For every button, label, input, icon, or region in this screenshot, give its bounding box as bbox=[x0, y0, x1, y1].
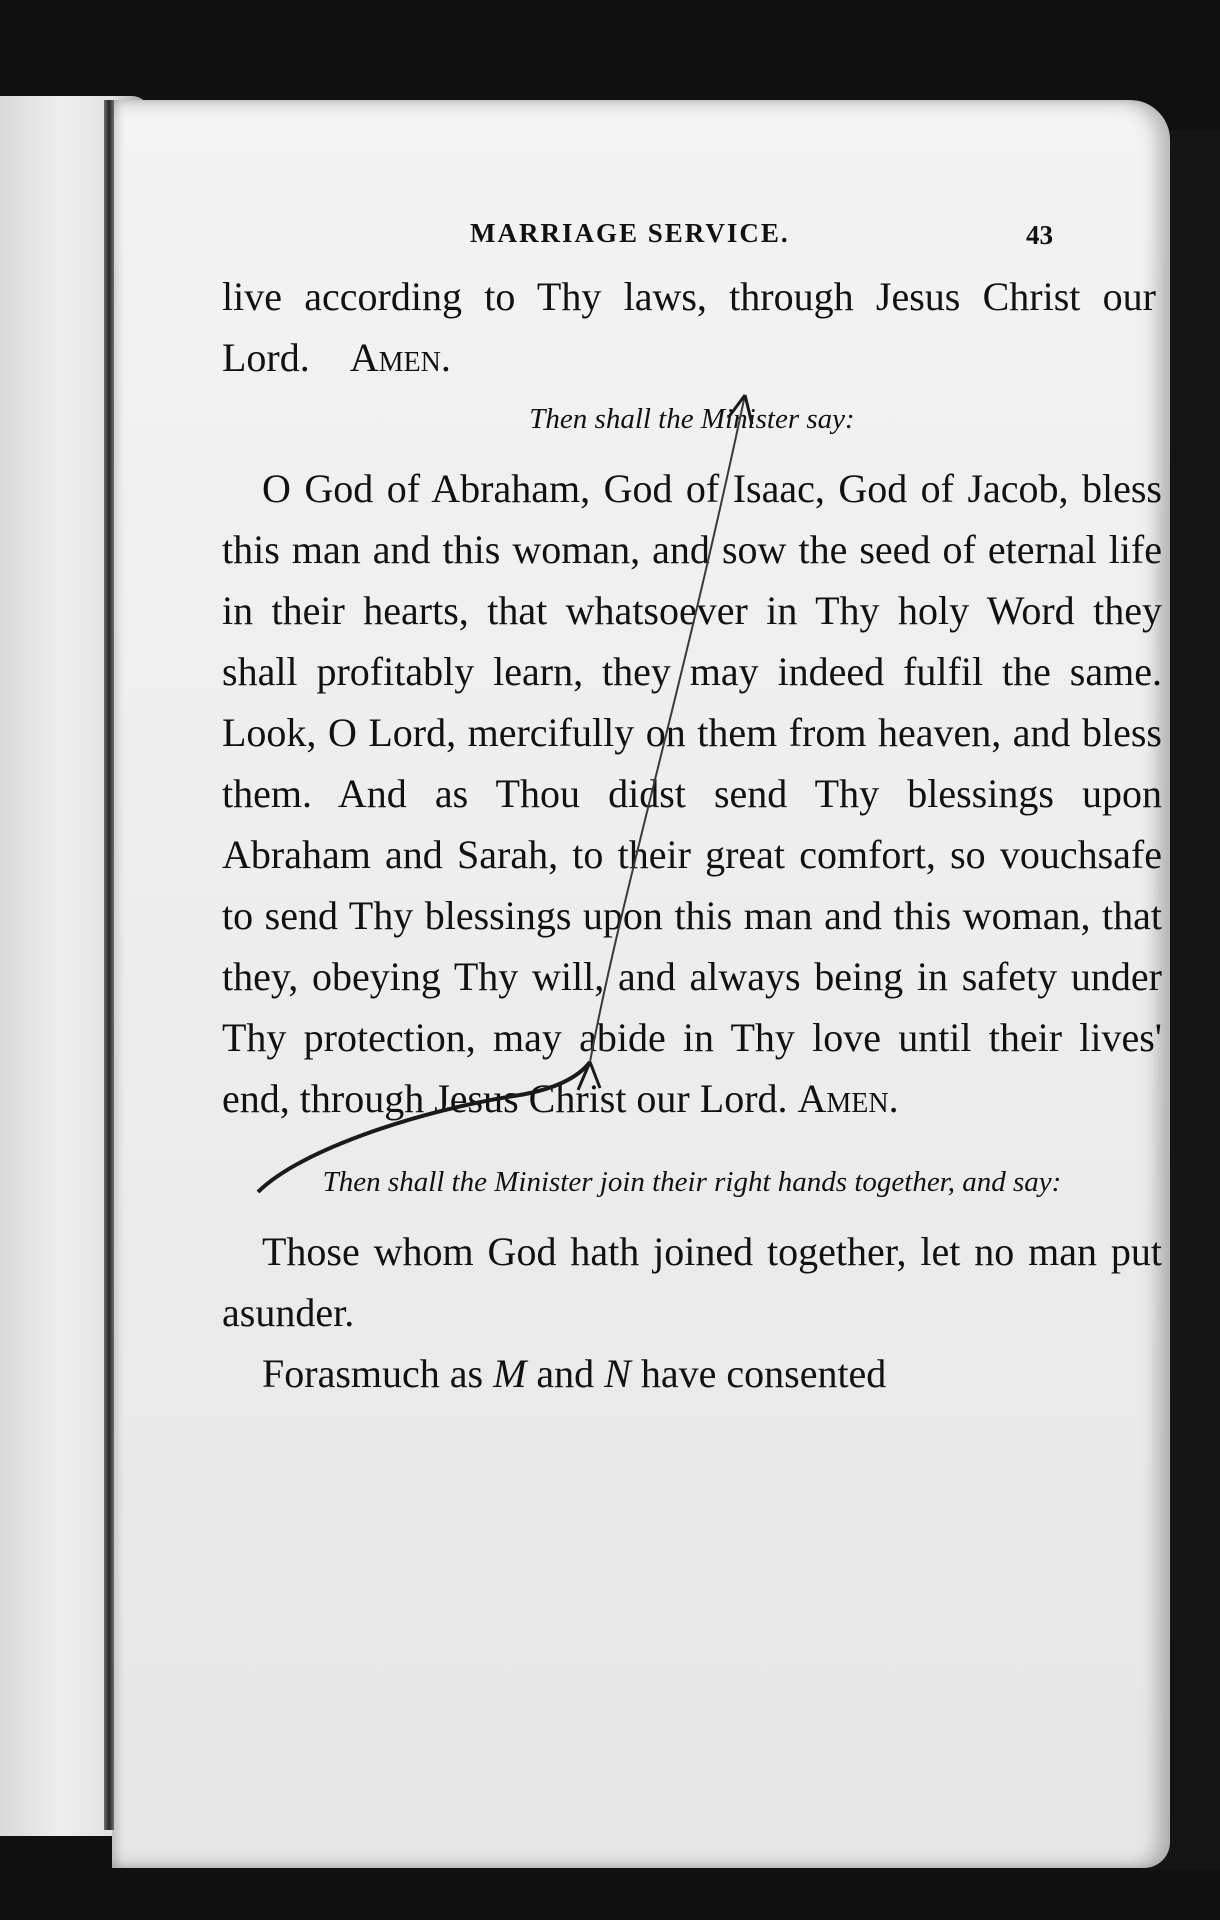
opening-paragraph bbox=[222, 266, 1162, 388]
prayer-paragraph bbox=[222, 458, 1162, 1129]
book-gutter bbox=[104, 100, 114, 1830]
prayer-amen: Amen. bbox=[797, 1076, 899, 1121]
closing-prefix: Forasmuch as bbox=[262, 1351, 484, 1396]
closing-line bbox=[222, 1343, 1162, 1404]
closing-suffix: have consented bbox=[640, 1351, 887, 1396]
prayer-text: O God of Abraham, God of Isaac, God of Jacob, bless this man and this woman, and sow the seed of eternal life in their hearts, that whatsoever in Thy holy Word they shall profitably learn, they may indeed fulfil the same. Look, O Lord, mercifully on them from heaven, and bless them. And as Thou didst send Thy blessings upon Abraham and Sarah, to their great comfort, so vouchsafe to send Thy blessings upon this man and this woman, that they, obeying Thy will, and always being in safety under Thy protection, may abide in Thy love until their lives' end, through Jesus Christ our Lord. bbox=[222, 466, 1162, 1121]
name-m: M bbox=[493, 1351, 527, 1396]
rubric-minister-say: Then shall the Minister say: bbox=[529, 403, 855, 435]
opening-text: live according to Thy laws, through Jesus Christ our Lord. bbox=[222, 274, 1156, 380]
page-number: 43 bbox=[1026, 220, 1053, 250]
page-header bbox=[222, 210, 1162, 254]
name-n: N bbox=[604, 1351, 631, 1396]
rubric-join-hands: Then shall the Minister join their right hands together, and say: bbox=[322, 1166, 1062, 1198]
opening-amen: Amen. bbox=[349, 335, 451, 380]
declaration-paragraph: Those whom God hath joined together, let no man put asunder. bbox=[222, 1229, 1162, 1335]
page-text bbox=[222, 210, 1162, 1404]
running-head: MARRIAGE SERVICE. bbox=[470, 218, 790, 248]
book-page bbox=[112, 100, 1170, 1868]
closing-and: and bbox=[536, 1351, 595, 1396]
